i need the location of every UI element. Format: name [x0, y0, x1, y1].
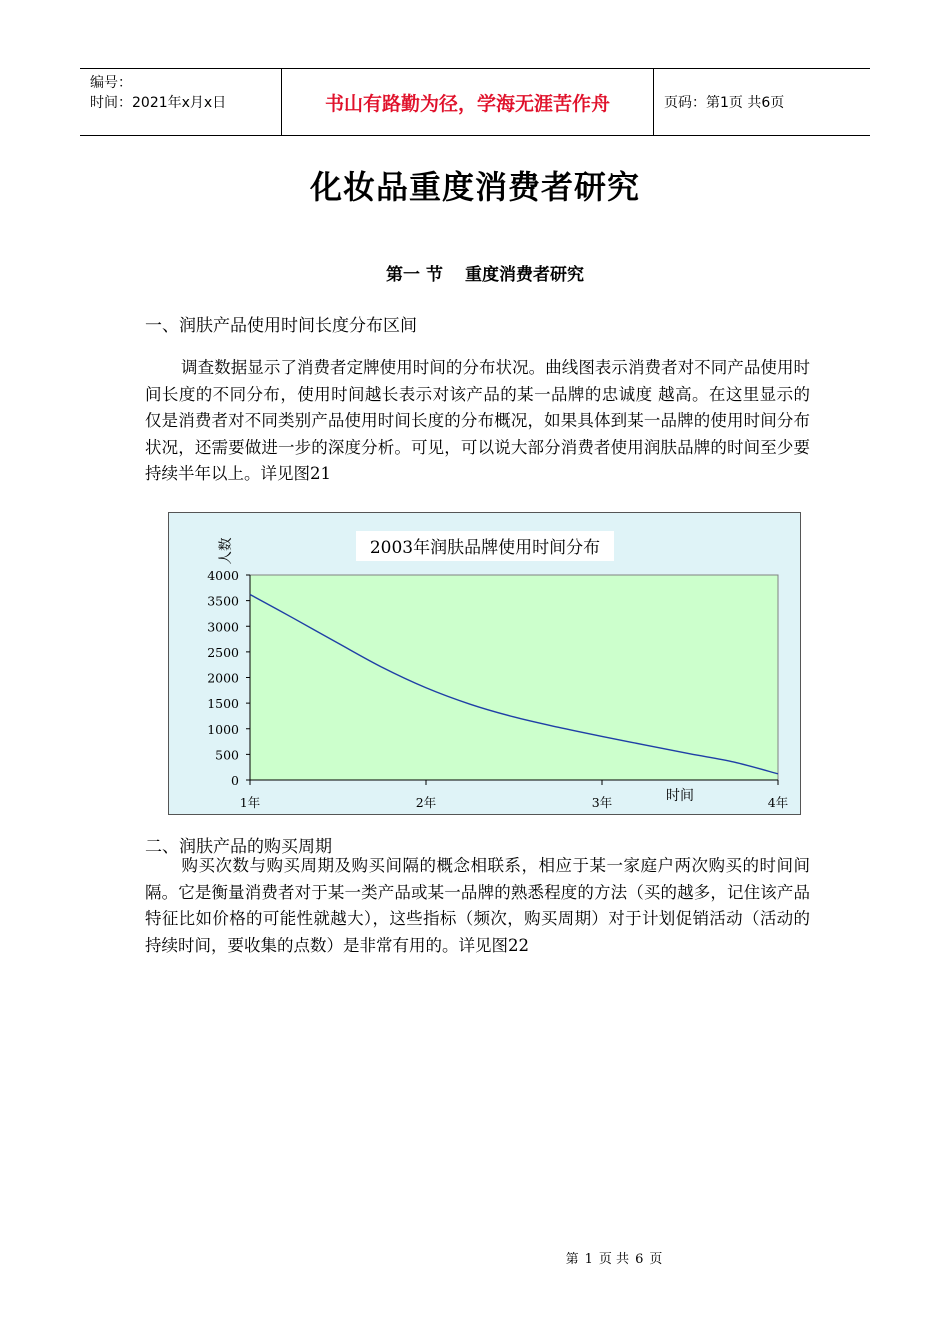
part2-heading: 二、润肤产品的购买周期	[145, 837, 332, 857]
usage-duration-chart	[168, 512, 801, 815]
y-tick-label: 3500	[207, 593, 239, 609]
number-label: 编号：	[90, 75, 132, 91]
x-tick-label: 1年	[239, 795, 261, 810]
footer-total: 6	[635, 1252, 644, 1267]
part1-paragraph	[145, 355, 810, 488]
y-tick-label: 3000	[207, 619, 239, 635]
x-tick-label: 4年	[767, 795, 789, 810]
y-tick-label: 4000	[207, 568, 239, 583]
section-name: 重度消费者研究	[464, 265, 584, 285]
footer-mid: 页 共	[598, 1252, 630, 1267]
y-axis-label: 人数	[218, 537, 234, 565]
date-label: 时间：2021年x月x日	[90, 95, 227, 111]
y-tick-label: 2000	[207, 670, 239, 686]
section-number: 第一 节	[386, 265, 443, 285]
y-tick-label: 0	[231, 773, 239, 788]
chart-svg	[169, 513, 802, 816]
y-tick-label: 2500	[207, 644, 239, 660]
page-footer	[0, 1248, 950, 1267]
chart-title: 2003年润肤品牌使用时间分布	[369, 538, 601, 558]
header-motto: 书山有路勤为径，学海无涯苦作舟	[281, 69, 654, 135]
document-title: 化妆品重度消费者研究	[309, 168, 640, 206]
y-tick-label: 1500	[207, 696, 239, 712]
footer-page: 1	[584, 1252, 593, 1267]
part1-heading: 一、润肤产品使用时间长度分布区间	[145, 316, 417, 336]
y-tick-label: 500	[215, 747, 239, 763]
part2-paragraph-text: 购买次数与购买周期及购买间隔的概念相联系，相应于某一家庭户两次购买的时间间隔。它是衡量消费者对于某一类产品或某一品牌的熟悉程度的方法（买的越多，记住该产品特征比如价格的可能性就越大），这些指标（频次，购买周期）对于计划促销活动（活动的持续时间，要收集的点数）是非常有用的。详见图22	[145, 856, 810, 955]
part2-paragraph	[145, 853, 810, 959]
footer-prefix: 第	[565, 1252, 579, 1267]
header-left-cell	[80, 69, 281, 135]
part1-paragraph-text: 调查数据显示了消费者定牌使用时间的分布状况。曲线图表示消费者对不同产品使用时间长度的不同分布，使用时间越长表示对该产品的某一品牌的忠诚度 越高。在这里显示的仅是消费者对不同类别产品使用时间长度的分布概况，如果具体到某一品牌的使用时间分布状况，还需要做进一步的深度分析。可见，可以说大部分消费者使用润肤品牌的时间至少要持续半年以上。详见图21	[145, 358, 810, 483]
header-page-info: 页码：第1页 共6页	[664, 95, 785, 111]
x-tick-label: 2年	[415, 795, 437, 810]
x-axis-label: 时间	[666, 788, 694, 804]
section-title	[0, 260, 950, 285]
y-tick-label: 1000	[207, 721, 239, 737]
x-tick-label: 3年	[591, 795, 613, 810]
plot-area	[250, 575, 778, 780]
header-table	[80, 68, 870, 136]
footer-suffix: 页	[649, 1252, 663, 1267]
